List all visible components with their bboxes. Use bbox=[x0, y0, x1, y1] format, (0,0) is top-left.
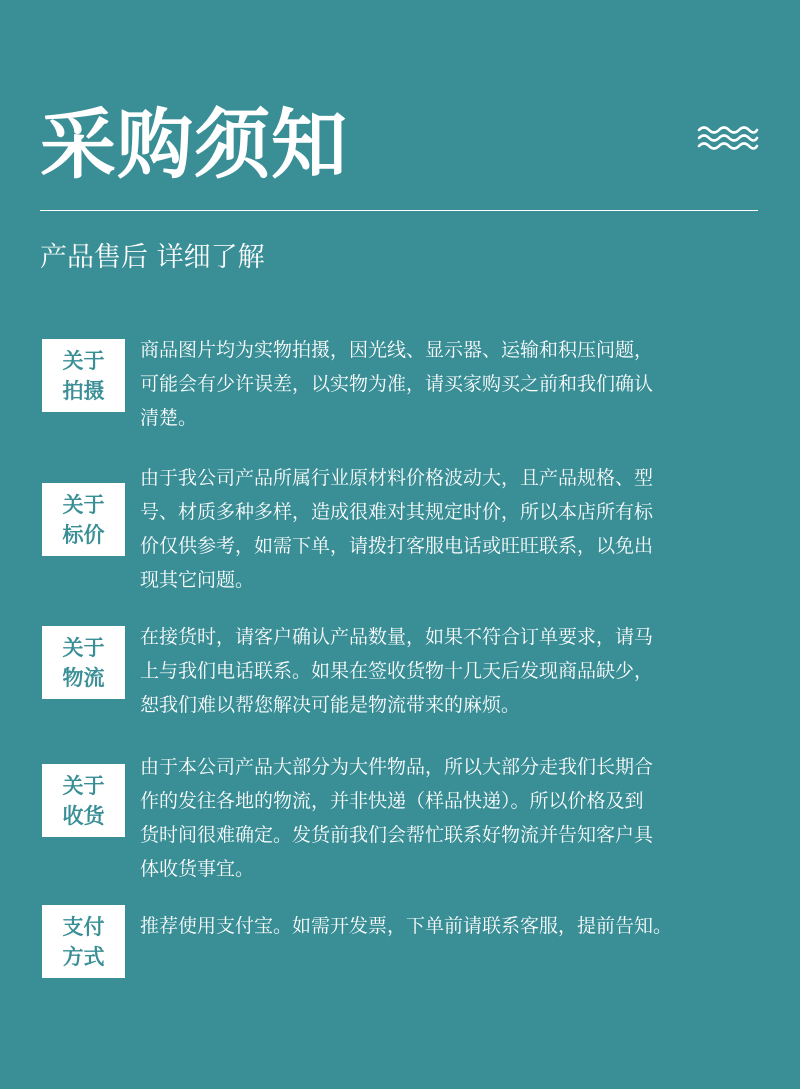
section-text-line: 价仅供参考，如需下单，请拨打客服电话或旺旺联系，以免出 bbox=[140, 535, 654, 557]
section-photography bbox=[42, 333, 762, 443]
section-logistics bbox=[42, 620, 762, 730]
section-label bbox=[42, 339, 125, 412]
section-text-line: 由于我公司产品所属行业原材料价格波动大，且产品规格、型 bbox=[140, 467, 654, 489]
section-text bbox=[140, 461, 653, 597]
section-text bbox=[140, 909, 672, 943]
section-pricing bbox=[42, 461, 762, 601]
section-label-line: 关于 bbox=[62, 635, 105, 660]
section-text-line: 推荐使用支付宝。如需开发票，下单前请联系客服，提前告知。 bbox=[140, 915, 673, 937]
section-label-line: 标价 bbox=[62, 522, 105, 547]
section-text-line: 货时间很难确定。发货前我们会帮忙联系好物流并告知客户具 bbox=[140, 824, 654, 846]
section-text-line: 由于本公司产品大部分为大件物品，所以大部分走我们长期合 bbox=[140, 756, 654, 778]
section-label bbox=[42, 764, 125, 837]
section-label-line: 支付 bbox=[62, 914, 105, 939]
wave-icon bbox=[697, 124, 759, 152]
section-text-line: 恕我们难以帮您解决可能是物流带来的麻烦。 bbox=[140, 694, 521, 716]
section-text-line: 体收货事宜。 bbox=[140, 858, 255, 880]
section-label bbox=[42, 905, 125, 978]
section-text-line: 上与我们电话联系。如果在签收货物十几天后发现商品缺少， bbox=[140, 660, 654, 682]
section-text-line: 号、材质多种多样，造成很难对其规定时价，所以本店所有标 bbox=[140, 501, 654, 523]
section-text bbox=[140, 333, 653, 435]
section-label-line: 拍摄 bbox=[62, 378, 105, 403]
section-text-line: 现其它问题。 bbox=[140, 569, 255, 591]
section-label-line: 物流 bbox=[62, 665, 105, 690]
section-receiving bbox=[42, 750, 762, 890]
section-label-line: 关于 bbox=[62, 773, 105, 798]
section-text-line: 在接货时，请客户确认产品数量，如果不符合订单要求，请马 bbox=[140, 626, 654, 648]
section-label-line: 关于 bbox=[62, 348, 105, 373]
section-text-line: 清楚。 bbox=[140, 407, 198, 429]
section-payment bbox=[42, 905, 762, 985]
subtitle: 产品售后 详细了解 bbox=[40, 242, 265, 273]
section-label-line: 收货 bbox=[62, 803, 105, 828]
section-text-line: 可能会有少许误差，以实物为准，请买家购买之前和我们确认 bbox=[140, 373, 654, 395]
section-text bbox=[140, 620, 653, 722]
section-text-line: 作的发往各地的物流，并非快递（样品快递）。所以价格及到 bbox=[140, 790, 644, 812]
title-divider bbox=[40, 210, 758, 211]
section-text bbox=[140, 750, 653, 886]
section-text-line: 商品图片均为实物拍摄，因光线、显示器、运输和积压问题， bbox=[140, 339, 654, 361]
section-label-line: 方式 bbox=[62, 944, 105, 969]
section-label bbox=[42, 626, 125, 699]
section-label bbox=[42, 483, 125, 556]
section-label-line: 关于 bbox=[62, 492, 105, 517]
page-title: 采购须知 bbox=[40, 100, 348, 189]
